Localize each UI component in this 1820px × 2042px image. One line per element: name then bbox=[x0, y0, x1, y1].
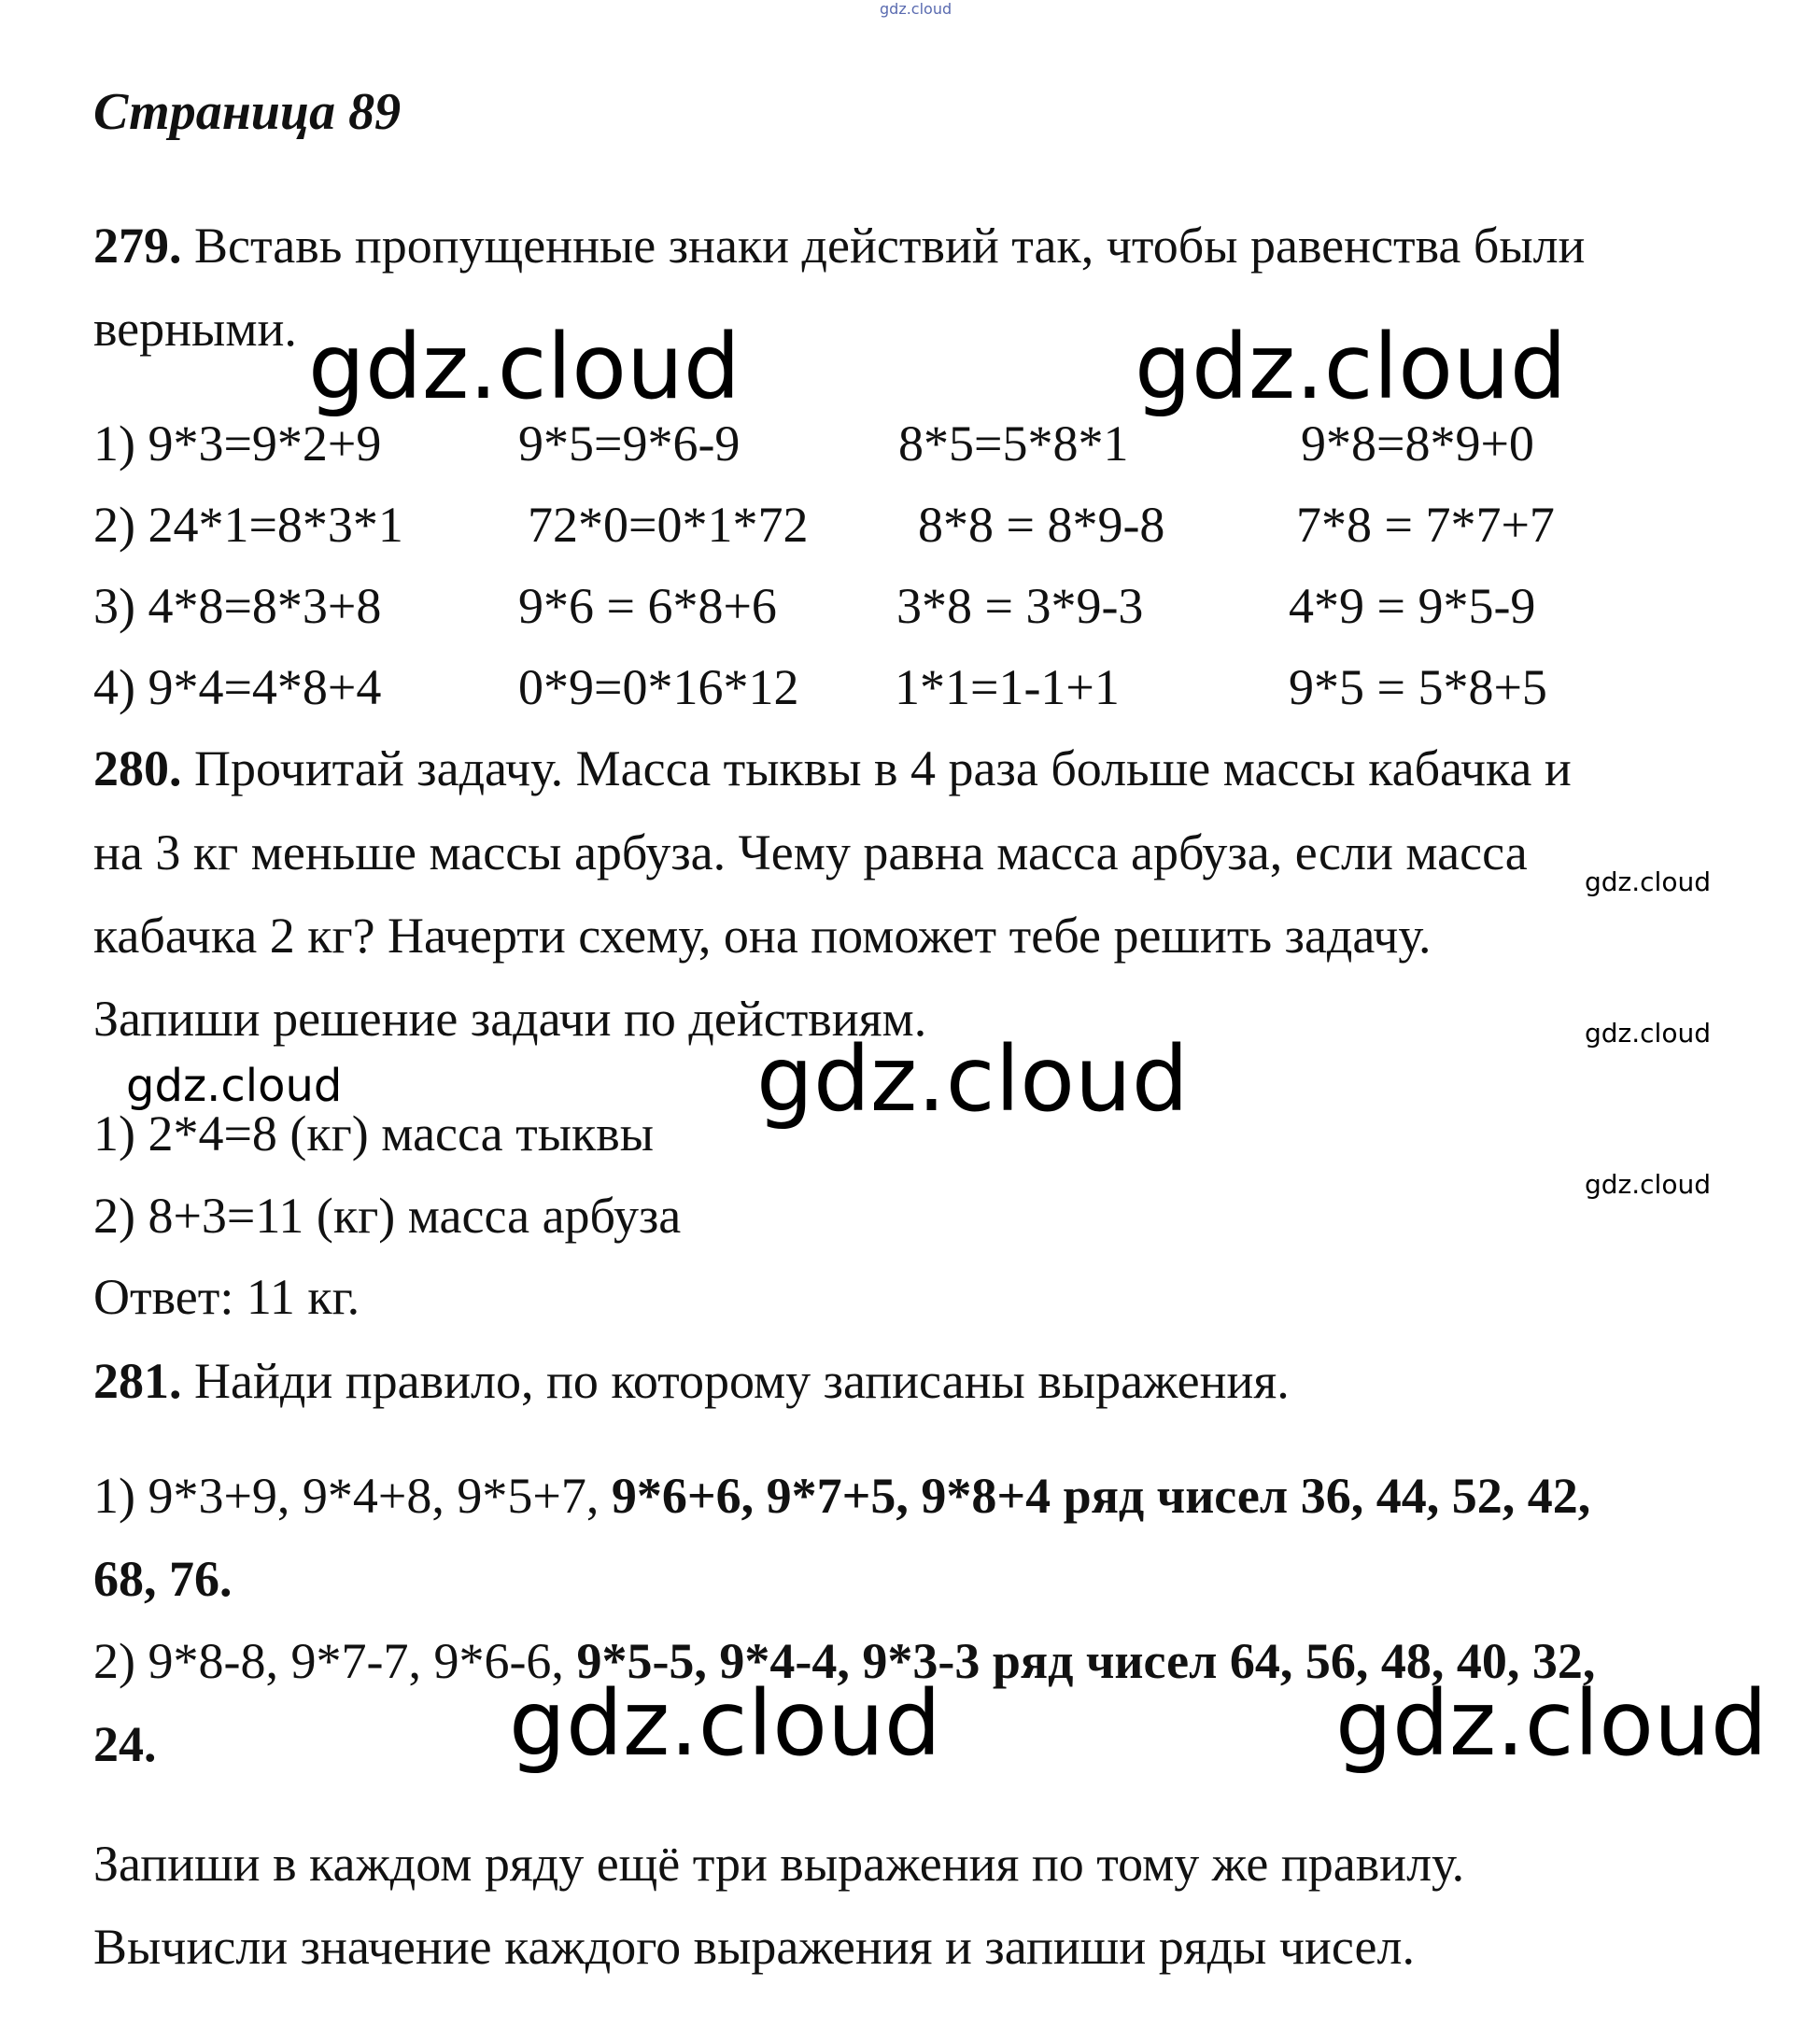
task-280-line3: кабачка 2 кг? Начерти схему, она поможет тебе решить задачу. bbox=[93, 908, 1432, 964]
watermark: gdz.cloud bbox=[308, 315, 741, 419]
task-279-line2: верными. bbox=[93, 301, 297, 357]
equation: 9*6 = 6*8+6 bbox=[518, 578, 777, 634]
series-row-1-continuation: 68, 76. bbox=[93, 1551, 233, 1607]
series-row-1-answer: 9*6+6, 9*7+5, 9*8+4 ряд чисел 36, 44, 52, 42, bbox=[611, 1468, 1591, 1524]
watermark: gdz.cloud bbox=[1585, 1018, 1711, 1049]
solution-step-1: 1) 2*4=8 (кг) масса тыквы bbox=[93, 1105, 655, 1162]
watermark: gdz.cloud bbox=[1585, 866, 1711, 897]
task-281-line-end1: Запиши в каждом ряду ещё три выражения по тому же правилу. bbox=[93, 1836, 1465, 1892]
task-280-line2: на 3 кг меньше массы арбуза. Чему равна масса арбуза, если масса bbox=[93, 824, 1528, 880]
page-title: Страница 89 bbox=[93, 83, 402, 141]
task-279-text: Вставь пропущенные знаки действий так, чтобы равенства были bbox=[194, 218, 1586, 274]
watermark: gdz.cloud bbox=[1585, 1169, 1711, 1200]
equation: 8*5=5*8*1 bbox=[898, 415, 1129, 472]
task-280-line4: Запиши решение задачи по действиям. bbox=[93, 991, 927, 1047]
equation: 3) 4*8=8*3+8 bbox=[93, 578, 382, 634]
series-row-2-given: 2) 9*8-8, 9*7-7, 9*6-6, bbox=[93, 1633, 564, 1689]
equation: 1*1=1-1+1 bbox=[895, 659, 1120, 715]
equation: 0*9=0*16*12 bbox=[518, 659, 799, 715]
equation: 1) 9*3=9*2+9 bbox=[93, 415, 382, 472]
answer: Ответ: 11 кг. bbox=[93, 1269, 360, 1325]
watermark: gdz.cloud bbox=[756, 1027, 1189, 1132]
watermark: gdz.cloud bbox=[1135, 315, 1567, 419]
equation: 9*8=8*9+0 bbox=[1301, 415, 1534, 472]
task-279-number: 279. bbox=[93, 218, 182, 274]
task-280-text: Прочитай задачу. Масса тыквы в 4 раза больше массы кабачка и bbox=[194, 740, 1572, 796]
watermark-top: gdz.cloud bbox=[880, 0, 952, 18]
task-281-number: 281. bbox=[93, 1353, 182, 1409]
equation: 4*9 = 9*5-9 bbox=[1289, 578, 1536, 634]
equation: 7*8 = 7*7+7 bbox=[1296, 497, 1555, 553]
equation: 3*8 = 3*9-3 bbox=[896, 578, 1144, 634]
watermark: gdz.cloud bbox=[126, 1060, 343, 1112]
equation: 9*5=9*6-9 bbox=[518, 415, 741, 472]
series-row-1 bbox=[93, 1468, 1591, 1524]
task-279-line1 bbox=[93, 218, 1586, 274]
series-row-1-given: 1) 9*3+9, 9*4+8, 9*5+7, bbox=[93, 1468, 600, 1524]
solution-step-2: 2) 8+3=11 (кг) масса арбуза bbox=[93, 1188, 682, 1244]
task-280-number: 280. bbox=[93, 740, 182, 796]
task-281-line-end2: Вычисли значение каждого выражения и запиши ряды чисел. bbox=[93, 1919, 1415, 1975]
task-280-line1 bbox=[93, 740, 1572, 796]
series-row-2-continuation: 24. bbox=[93, 1716, 157, 1772]
equation: 4) 9*4=4*8+4 bbox=[93, 659, 382, 715]
equation: 2) 24*1=8*3*1 bbox=[93, 497, 403, 553]
equation: 8*8 = 8*9-8 bbox=[918, 497, 1165, 553]
watermark: gdz.cloud bbox=[1335, 1671, 1768, 1776]
task-281-text: Найди правило, по которому записаны выражения. bbox=[194, 1353, 1290, 1409]
equation: 72*0=0*1*72 bbox=[528, 497, 809, 553]
series-row-2-answer: 9*5-5, 9*4-4, 9*3-3 ряд чисел 64, 56, 48, 40, 32, bbox=[576, 1633, 1596, 1689]
equation: 9*5 = 5*8+5 bbox=[1289, 659, 1547, 715]
task-281-line1 bbox=[93, 1353, 1290, 1409]
watermark: gdz.cloud bbox=[509, 1671, 941, 1776]
